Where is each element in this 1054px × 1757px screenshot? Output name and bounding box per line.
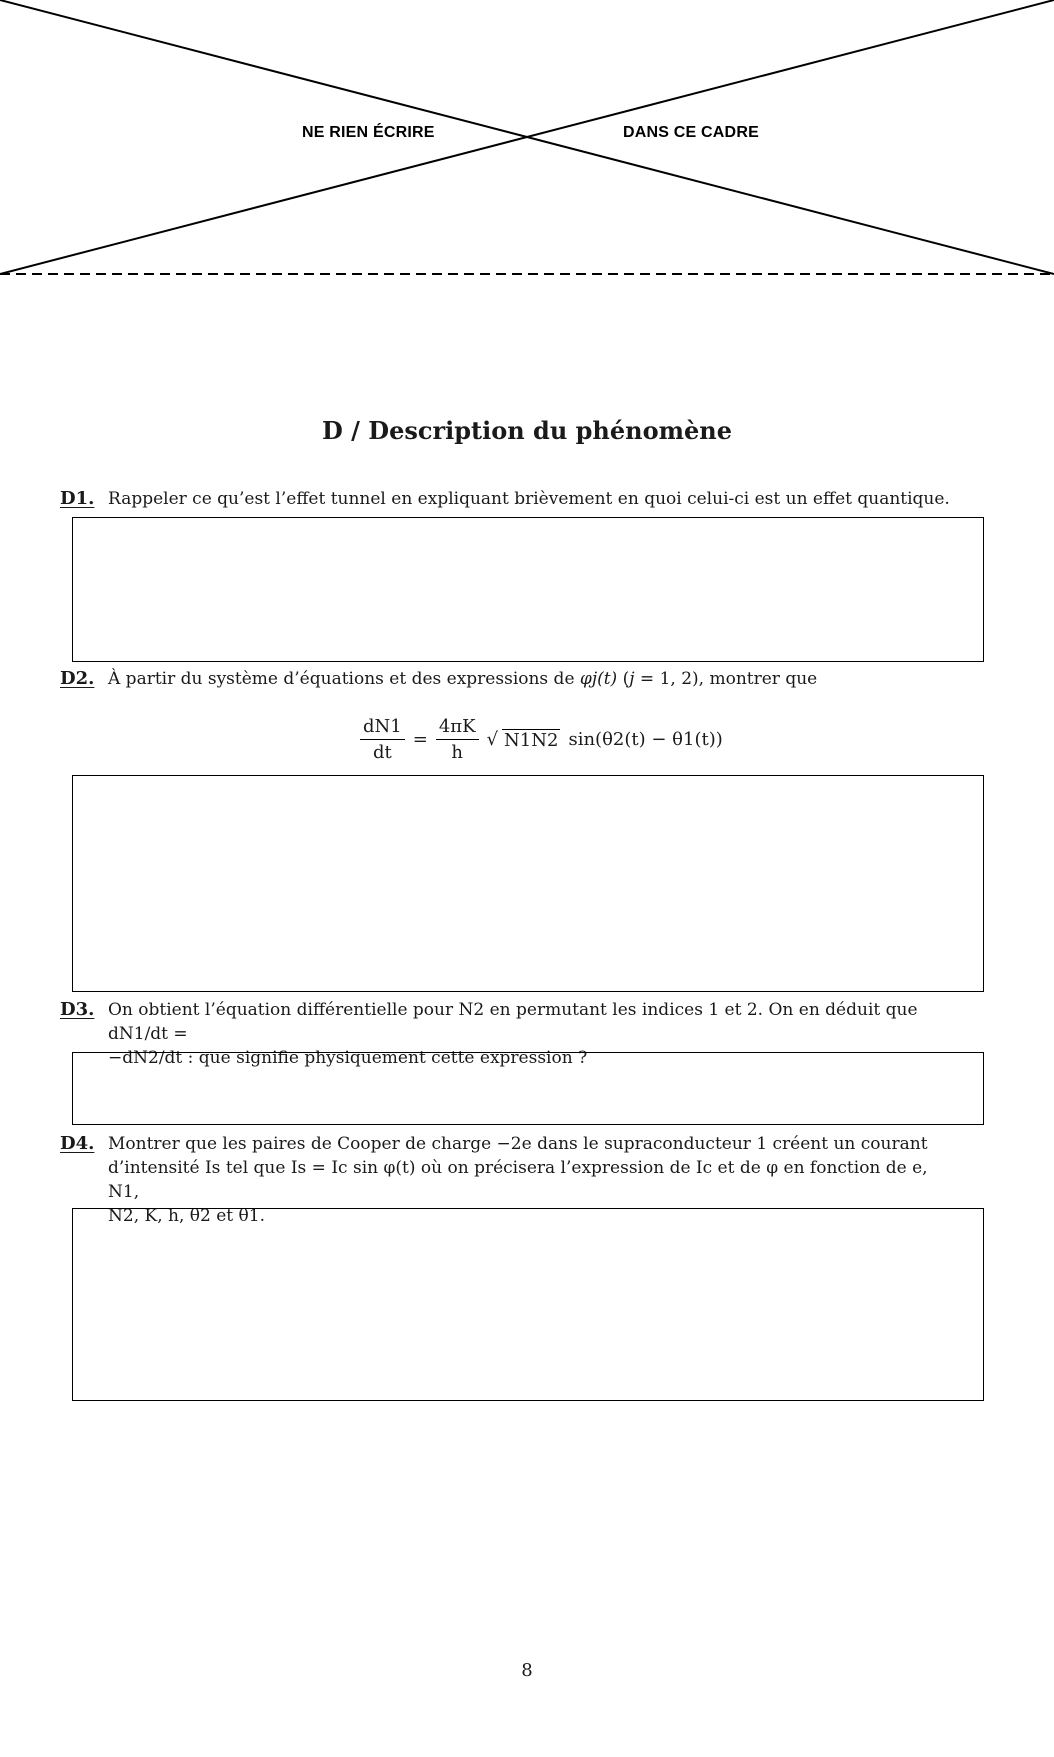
question-label-d1: D1. <box>60 488 95 509</box>
answer-box-d4[interactable] <box>72 1208 984 1401</box>
question-text-d2-part3: ( <box>617 669 630 689</box>
question-text-d2 <box>108 667 958 691</box>
question-text-d4-line3: N2, K, h, θ2 et θ1. <box>108 1206 265 1226</box>
equation-sqrt-argument: N1N2 <box>504 729 559 751</box>
answer-box-d2[interactable] <box>72 775 984 992</box>
question-text-d3-line2: −dN2/dt : que signifie physiquement cette expression ? <box>108 1048 588 1068</box>
question-text-d4-line1: Montrer que les paires de Cooper de charge −2e dans le supraconducteur 1 créent un courant <box>108 1134 928 1154</box>
answer-box-d1[interactable] <box>72 517 984 662</box>
question-label-d2: D2. <box>60 668 95 689</box>
sqrt-symbol: √ <box>486 729 499 750</box>
question-text-d2-part1: À partir du système d’équations et des expressions de <box>108 669 580 689</box>
equation-rhs-denominator: h <box>451 742 463 763</box>
equation-tail: sin(θ2(t) − θ1(t)) <box>568 729 723 750</box>
question-text-d3-line1: On obtient l’équation différentielle pour N2 en permutant les indices 1 et 2. On en déduit que dN1/dt = <box>108 1000 918 1044</box>
answer-box-d3[interactable] <box>72 1052 984 1125</box>
page-number: 8 <box>521 1660 533 1681</box>
no-write-frame <box>0 0 1054 276</box>
equation-equals: = <box>412 729 428 750</box>
header-text-right: DANS CE CADRE <box>623 124 759 141</box>
equation-lhs-numerator: dN1 <box>360 716 405 740</box>
equation-lhs-denominator: dt <box>372 742 392 763</box>
equation-rhs-numerator: 4πK <box>436 716 479 740</box>
question-text-d4-line2: d’intensité Is tel que Is = Ic sin φ(t) où on précisera l’expression de Ic et de φ en fonction de e, N1, <box>108 1158 928 1202</box>
question-label-d4: D4. <box>60 1133 95 1154</box>
equation-rhs-fraction <box>436 716 479 763</box>
equation-lhs-fraction <box>360 716 405 763</box>
question-text-d2-part4: j <box>629 669 635 689</box>
equation-d2 <box>360 716 723 763</box>
header-text-left: NE RIEN ÉCRIRE <box>302 124 435 141</box>
section-title: D / Description du phénomène <box>322 416 732 445</box>
question-text-d1: Rappeler ce qu’est l’effet tunnel en expliquant brièvement en quoi celui-ci est un effet quantique. <box>108 489 950 509</box>
question-text-d2-part5: = 1, 2), montrer que <box>634 669 818 689</box>
question-label-d3: D3. <box>60 999 95 1020</box>
question-text-d2-part2: φj(t) <box>579 669 618 689</box>
